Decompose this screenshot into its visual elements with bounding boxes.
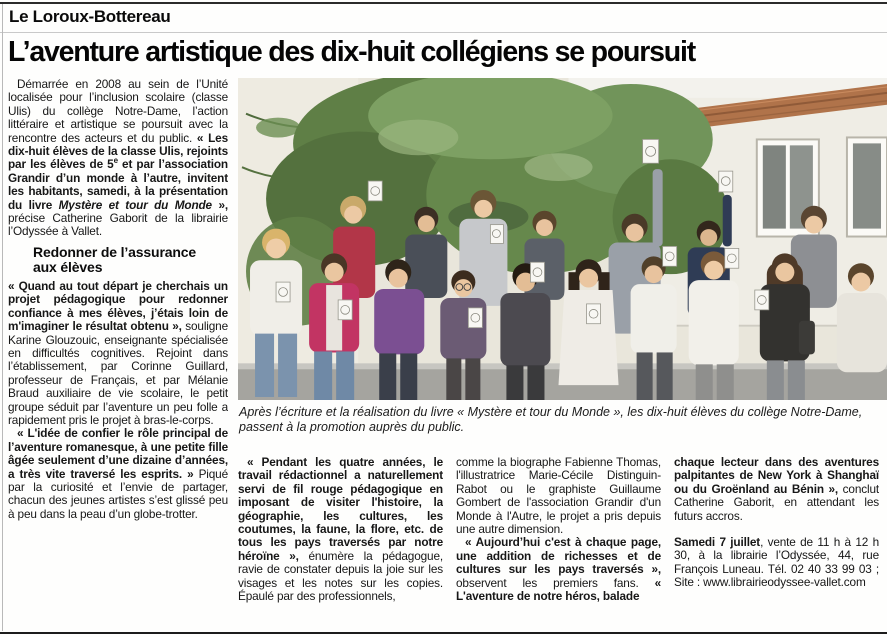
- article-column-2: [238, 456, 443, 622]
- paragraph: [8, 427, 228, 521]
- text-run: conclut Catherine Gaborit, en attendant les futurs accros.: [674, 481, 879, 523]
- bottom-columns: [238, 456, 887, 622]
- book-icon: [663, 246, 677, 266]
- paragraph: [674, 456, 879, 523]
- book-icon: [643, 139, 659, 163]
- text-run: énumère la pédagogue, ravie de constater depuis la joie sur les visages et les notes sur les copies. Épaulé par des professionnels,: [238, 548, 443, 604]
- group-photo-illustration: [238, 78, 887, 400]
- subhead: Redonner de l’assurance aux élèves: [33, 243, 197, 276]
- text-run: Piqué par la curiosité et l’envie de partager, chacun des jeunes artistes s’est glissé peu à peu dans la peau d’un globe-trotter.: [8, 466, 228, 521]
- group-photo: [238, 78, 887, 400]
- quote-run: chaque lecteur dans des aventures palpitantes de New York à Shanghaï ou du Groënland au Bénin »,: [674, 456, 879, 496]
- event-date: Samedi 7 juillet: [674, 535, 761, 550]
- article-column-4: [674, 456, 879, 622]
- quote-run: « Pendant les quatre années, le travail rédactionnel a naturellement servi de fil rouge pédagogique en imposant de visiter l'histoire, la géographie, les cultures, les coutumes, la faune, la flore, etc. de tous les pays traversés par notre héroïne »,: [238, 456, 443, 563]
- paragraph: [238, 456, 443, 603]
- book-title: Mystère et tour du Monde: [58, 197, 212, 212]
- headline: L’aventure artistique des dix-huit collégiens se poursuit: [8, 36, 696, 68]
- quote-run: « L'idée de confier le rôle principal de l’aventure romanesque, à une petite fille âgée seulement d’une dizaine d’années, a très vite traversé les esprits. »: [8, 426, 228, 481]
- paragraph-intro: [8, 78, 228, 239]
- text-run: souligne Karine Glouzouic, enseignante spécialisée en difficultés cognitives. Rejoint dans l’établissement, par Corinne Guillard, professeur de Français, et par Mélanie Braud auxiliaire de vie scolaire, le petit groupe séduit par l’aventure un peu folle a rapidement pris le projet à bras-le-corps.: [8, 319, 228, 427]
- event-details: , vente de 11 h à 12 h 30, à la librairie l’Odyssée, 44, rue François Luneau. Tél. 02 40 33 99 03 ; Site : www.librairieodyssee-vallet.com: [674, 535, 879, 590]
- text-run: Démarrée en 2008 au sein de l’Unité localisée pour l’inclusion scolaire (classe Ulis) du collège Notre-Dame, l’action littéraire et artistique se poursuit avec la rencontre des acteurs et du public.: [8, 78, 228, 145]
- book-icon: [490, 225, 503, 244]
- book-icon: [755, 290, 769, 310]
- text-run: observent les premiers fans.: [456, 575, 655, 590]
- book-icon: [338, 300, 352, 320]
- paragraph: [456, 536, 661, 603]
- book-icon: [725, 248, 739, 268]
- paragraph-event-info: [674, 536, 879, 590]
- photo-caption: Après l’écriture et la réalisation du livre « Mystère et tour du Monde », les dix-huit élèves du collège Notre-Dame, passent à la promotion auprès du public.: [239, 405, 863, 434]
- text-run: précise Catherine Gaborit de la librairie l’Odyssée à Vallet.: [8, 211, 228, 239]
- book-icon: [530, 262, 544, 282]
- article-right-area: [238, 78, 887, 626]
- article-column-1: [8, 78, 228, 626]
- quote-run: « Aujourd’hui c'est à chaque page, une addition de richesses et de cultures sur les pays traversés »,: [456, 535, 661, 577]
- scan-edge-left: [2, 4, 3, 631]
- superscript-e: e: [113, 156, 118, 166]
- text-run-bold: »,: [211, 197, 228, 212]
- article-body: [0, 69, 887, 626]
- paragraph: [456, 456, 661, 536]
- kicker: Le Loroux-Bottereau: [9, 7, 171, 26]
- bottom-rule: [0, 632, 887, 634]
- book-icon: [587, 304, 601, 324]
- book-icon: [276, 282, 290, 302]
- book-icon: [468, 308, 482, 328]
- text-run: comme la biographe Fabienne Thomas, l'illustratrice Marie-Cécile Distinguin-Rabot ou le graphiste Guillaume Gombert de l'association Grandir d'un Monde à l'Autre, le projet a pris depuis une autre dimension.: [456, 456, 661, 537]
- book-icon: [719, 171, 733, 192]
- book-icon: [368, 181, 382, 201]
- quote-run: « L'aventure de notre héros, balade: [456, 575, 661, 604]
- kicker-rule: [0, 32, 887, 33]
- text-run-bold: et par l’association Grandir d’un monde à l’autre, invitent les habitants, samedi, à la présentation du livre: [8, 157, 228, 212]
- text-run-bold: « Les dix-huit élèves de la classe Ulis, rejoints par les élèves de 5: [8, 130, 228, 172]
- quote-run: « Quand au tout départ je cherchais un projet pédagogique pour redonner confiance à mes élèves, j’étais loin de m'imaginer le résultat obtenu »,: [8, 278, 228, 334]
- article-column-3: [456, 456, 661, 622]
- paragraph: [8, 280, 228, 427]
- top-rule: [0, 2, 887, 4]
